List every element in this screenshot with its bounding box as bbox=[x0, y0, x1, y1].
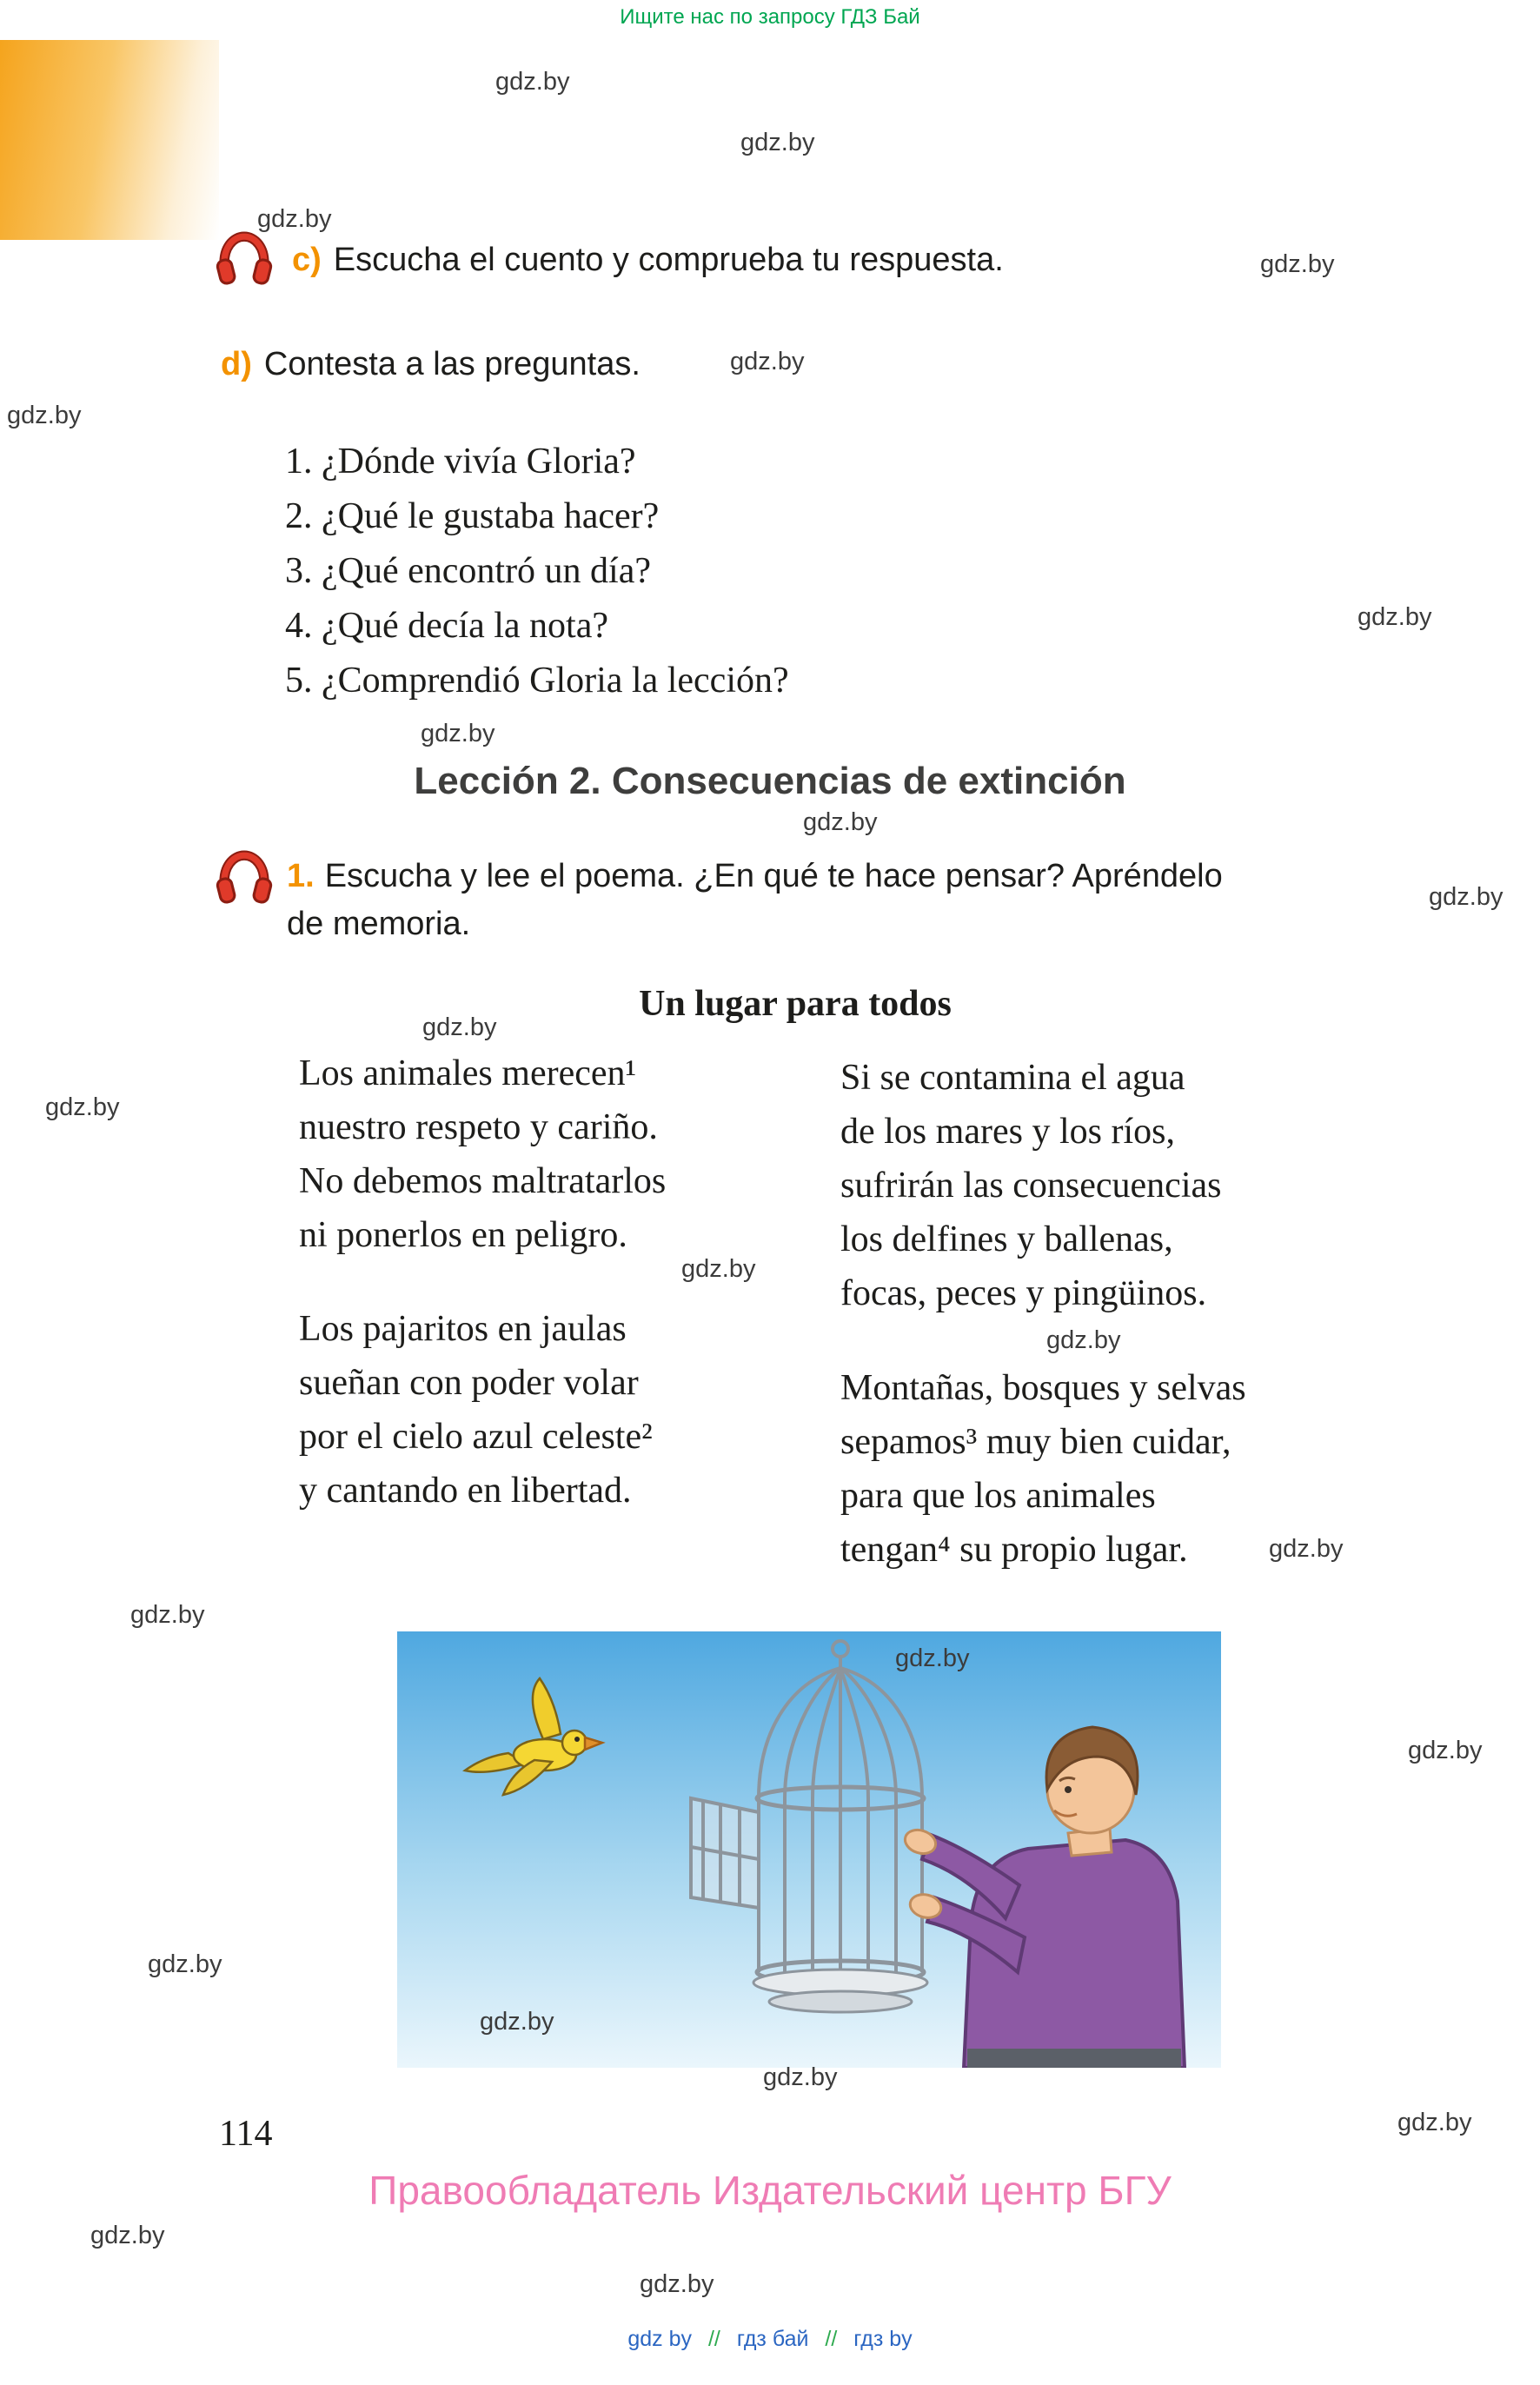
poem-line: Si se contamina el agua bbox=[840, 1058, 1185, 1098]
lesson-heading: Lección 2. Consecuencias de extinción bbox=[414, 760, 1126, 802]
task-c-label: c) bbox=[292, 242, 322, 278]
watermark: gdz.by bbox=[1429, 883, 1503, 911]
poem-line: focas, peces y pingüinos. bbox=[840, 1273, 1207, 1313]
watermark: gdz.by bbox=[895, 1644, 970, 1672]
cage-door-open bbox=[691, 1798, 759, 1908]
poem-line: sueñan con poder volar bbox=[299, 1363, 639, 1403]
question-item: 3. ¿Qué encontró un día? bbox=[285, 551, 652, 591]
poem-title: Un lugar para todos bbox=[639, 984, 952, 1024]
question-item: 2. ¿Qué le gustaba hacer? bbox=[285, 496, 660, 536]
poem-line: para que los animales bbox=[840, 1476, 1156, 1516]
watermark: gdz.by bbox=[1269, 1535, 1344, 1563]
question-item: 1. ¿Dónde vivía Gloria? bbox=[285, 442, 636, 482]
task-d bbox=[221, 341, 641, 389]
poem-stanza-right-1 bbox=[840, 1051, 1221, 1320]
question-item: 5. ¿Comprendió Gloria la lección? bbox=[285, 661, 789, 701]
page-number: 114 bbox=[219, 2114, 273, 2154]
task-d-label: d) bbox=[221, 346, 252, 382]
watermark: gdz.by bbox=[90, 2222, 165, 2249]
top-banner: Ищите нас по запросу ГДЗ Бай bbox=[620, 5, 920, 29]
footer-separator: // bbox=[825, 2327, 838, 2351]
poem-stanza-left-2 bbox=[299, 1302, 653, 1518]
task-d-text: Contesta a las preguntas. bbox=[263, 346, 641, 382]
poem-line: No debemos maltratarlos bbox=[299, 1161, 667, 1201]
watermark: gdz.by bbox=[1260, 250, 1335, 278]
poem-line: Montañas, bosques y selvas bbox=[840, 1368, 1246, 1408]
poem-line: ni ponerlos en peligro. bbox=[299, 1215, 627, 1255]
lesson-task-1 bbox=[287, 853, 1223, 948]
footer-link-gdz-bai[interactable]: гдз бай bbox=[736, 2327, 809, 2351]
watermark: gdz.by bbox=[45, 1093, 120, 1121]
watermark: gdz.by bbox=[1357, 603, 1432, 631]
boy-trousers bbox=[967, 2049, 1181, 2068]
footer-links bbox=[0, 2327, 1540, 2352]
watermark: gdz.by bbox=[422, 1013, 497, 1041]
boy-eye bbox=[1065, 1786, 1072, 1793]
poem-line: por el cielo azul celeste² bbox=[299, 1417, 653, 1457]
headphones-icon bbox=[216, 231, 273, 289]
watermark: gdz.by bbox=[257, 205, 332, 233]
task-1-text-line2: de memoria. bbox=[287, 906, 471, 942]
question-item: 4. ¿Qué decía la nota? bbox=[285, 606, 608, 646]
watermark: gdz.by bbox=[1046, 1326, 1121, 1354]
watermark: gdz.by bbox=[1408, 1737, 1483, 1764]
watermark: gdz.by bbox=[148, 1950, 222, 1978]
poem-line: los delfines y ballenas, bbox=[840, 1219, 1173, 1259]
watermark: gdz.by bbox=[7, 402, 82, 429]
watermark: gdz.by bbox=[640, 2270, 714, 2298]
questions-list bbox=[285, 435, 789, 708]
copyright-line: Правообладатель Издательский центр БГУ bbox=[368, 2168, 1172, 2213]
illustration-bird-cage-boy bbox=[397, 1631, 1221, 2068]
footer-link-gdz-by[interactable]: gdz by bbox=[627, 2327, 693, 2351]
poem-line: y cantando en libertad. bbox=[299, 1471, 632, 1511]
poem-line: sepamos³ muy bien cuidar, bbox=[840, 1422, 1231, 1462]
footer-link-gdz-by-2[interactable]: гдз by bbox=[853, 2327, 913, 2351]
watermark: gdz.by bbox=[730, 348, 805, 375]
watermark: gdz.by bbox=[480, 2008, 554, 2036]
watermark: gdz.by bbox=[130, 1601, 205, 1629]
task-1-text-line1: Escucha y lee el poema. ¿En qué te hace pensar? Apréndelo bbox=[324, 858, 1223, 894]
watermark: gdz.by bbox=[495, 68, 570, 96]
poem-stanza-left-1 bbox=[299, 1046, 666, 1262]
watermark: gdz.by bbox=[421, 720, 495, 747]
watermark: gdz.by bbox=[803, 808, 878, 836]
headphones-icon bbox=[216, 850, 273, 907]
poem-line: sufrirán las consecuencias bbox=[840, 1166, 1222, 1206]
task-c-text: Escucha el cuento y comprueba tu respuesta. bbox=[333, 242, 1004, 278]
poem-line: nuestro respeto y cariño. bbox=[299, 1107, 658, 1147]
poem-line: de los mares y los ríos, bbox=[840, 1112, 1175, 1152]
poem-stanza-right-2 bbox=[840, 1361, 1246, 1577]
illustration-svg bbox=[397, 1631, 1221, 2068]
watermark: gdz.by bbox=[1397, 2109, 1472, 2136]
poem-line: tengan⁴ su propio lugar. bbox=[840, 1530, 1188, 1570]
corner-decoration bbox=[0, 40, 219, 240]
footer-separator: // bbox=[707, 2327, 720, 2351]
watermark: gdz.by bbox=[763, 2063, 838, 2091]
task-c bbox=[292, 236, 1004, 284]
task-1-label: 1. bbox=[287, 858, 315, 894]
watermark: gdz.by bbox=[681, 1255, 756, 1283]
poem-line: Los animales merecen¹ bbox=[299, 1053, 637, 1093]
poem-line: Los pajaritos en jaulas bbox=[299, 1309, 627, 1349]
watermark: gdz.by bbox=[740, 129, 815, 156]
